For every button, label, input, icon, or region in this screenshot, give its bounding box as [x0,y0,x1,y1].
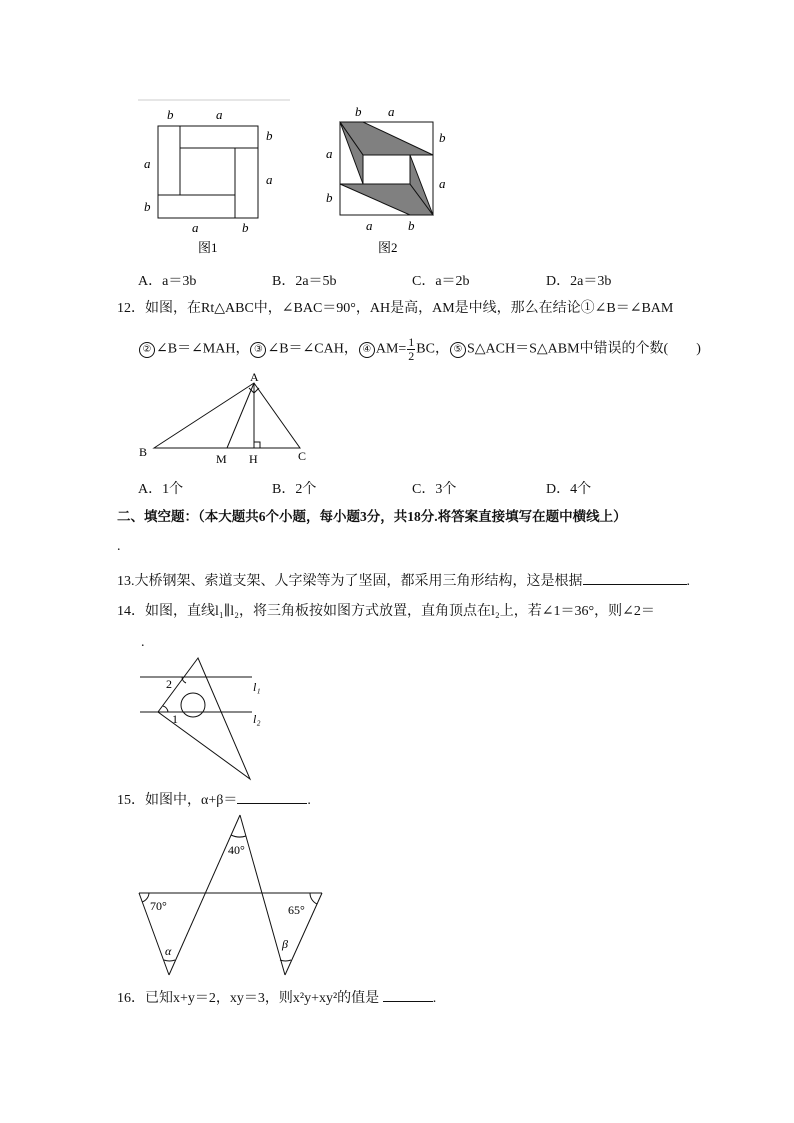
q12-option-b: B．2个 [272,482,317,497]
q15-beta: β [282,937,288,951]
q12-text-4b: BC， [416,341,449,357]
q12-option-c: C．3个 [412,482,457,497]
fig1-bottom-b: b [242,220,249,235]
q12-conclusion-3: ③ [250,342,266,358]
q15-line [117,789,311,811]
q13-end: . [686,574,690,589]
q12-text-5: S△ACH＝S△ABM中错误的个数( ) [466,341,701,357]
q12-label-c: C [298,449,307,463]
q12-label-b: B [139,445,148,459]
q12-conclusion-2: ② [139,342,155,358]
q12-option-a: A．1个 [138,482,184,497]
q14-angle-1: 1 [172,712,178,726]
fig1-bottom-a: a [192,220,199,235]
q16-line [117,987,436,1009]
fig1-right-b: b [266,128,273,143]
fig1-top-b: b [167,107,174,122]
fig2-left-a: a [326,146,333,161]
q11-option-b: B．2a＝5b [272,274,337,289]
q14-figure-svg [130,655,280,785]
q12-label-m: M [216,452,227,466]
figure-2 [318,98,458,258]
fig2-bottom-b: b [408,218,415,233]
q12-label-a: A [250,370,259,384]
q16-end: . [432,991,437,1006]
q12-text-3: ∠B＝∠CAH， [267,341,358,357]
q14-dot: . [141,635,145,650]
fig1-top-a: a [216,107,223,122]
q12-option-d: D．4个 [546,482,592,497]
fig2-bottom-a: a [366,218,373,233]
q15-answer-blank[interactable] [237,789,307,804]
q11-option-a: A．a＝3b [138,274,197,289]
q16-answer-blank[interactable] [383,987,433,1002]
fig1-caption: 图1 [198,240,218,255]
q16-text: 16．已知x+y＝2，xy＝3，则x²y+xy²的值是 [117,991,380,1006]
fig2-right-a: a [439,176,446,191]
q15-angle-65: 65° [288,903,305,917]
q15-angle-40: 40° [228,843,245,857]
fig2-top-b: b [355,104,362,119]
q12-fraction-den: 2 [408,349,415,363]
figure-2-svg [318,98,458,258]
q13-line [117,570,690,592]
q12-text-4a: AM= [375,341,407,357]
q12-conclusion-4: ④ [359,342,375,358]
q12-fraction [407,336,415,363]
q14-line: 14．如图，直线l₁∥l₂，将三角板按如图方式放置，直角顶点在l₂上，若∠1＝36°，则∠2＝ [117,604,655,619]
q13-text: 13.大桥钢架、索道支架、人字梁等为了坚固，都采用三角形结构，这是根据 [117,574,583,589]
q11-option-c: C．a＝2b [412,274,470,289]
q12-label-h: H [249,452,258,466]
fig2-top-a: a [388,104,395,119]
q12-line-1: 12．如图，在Rt△ABC中，∠BAC＝90°，AH是高，AM是中线，那么在结论①∠B＝∠BAM [117,301,674,316]
q14-line-l2: l₂ [253,712,261,726]
fig1-left-b: b [144,199,151,214]
q12-conclusion-5: ⑤ [450,342,466,358]
q12-text-2: ∠B＝∠MAH， [156,341,250,357]
section-2-dot: . [117,539,121,554]
figure-1 [130,98,290,258]
q15-end: . [307,793,311,808]
figure-1-svg [130,98,290,258]
q14-angle-2: 2 [166,677,172,691]
q12-line-2 [138,335,701,363]
fig1-left-a: a [144,156,151,171]
q15-figure-svg [132,810,332,980]
fig1-right-a: a [266,172,273,187]
q12-fraction-num: 1 [408,335,415,349]
q13-answer-blank[interactable] [583,570,687,585]
q14-line-l1: l₁ [253,680,261,694]
q15-text: 15．如图中，α+β＝ [117,793,238,808]
q12-figure-svg [132,368,322,468]
fig2-right-b: b [439,130,446,145]
q11-option-d: D．2a＝3b [546,274,612,289]
q14-figure [130,655,280,785]
section-2-title: 二、填空题：（本大题共6个小题，每小题3分，共18分.将答案直接填写在题中横线上） [117,509,627,524]
q15-alpha: α [165,944,172,958]
q15-angle-70: 70° [150,899,167,913]
q15-figure [132,810,332,980]
fig2-left-b: b [326,190,333,205]
q12-figure [132,368,322,468]
fig2-caption: 图2 [378,240,398,255]
